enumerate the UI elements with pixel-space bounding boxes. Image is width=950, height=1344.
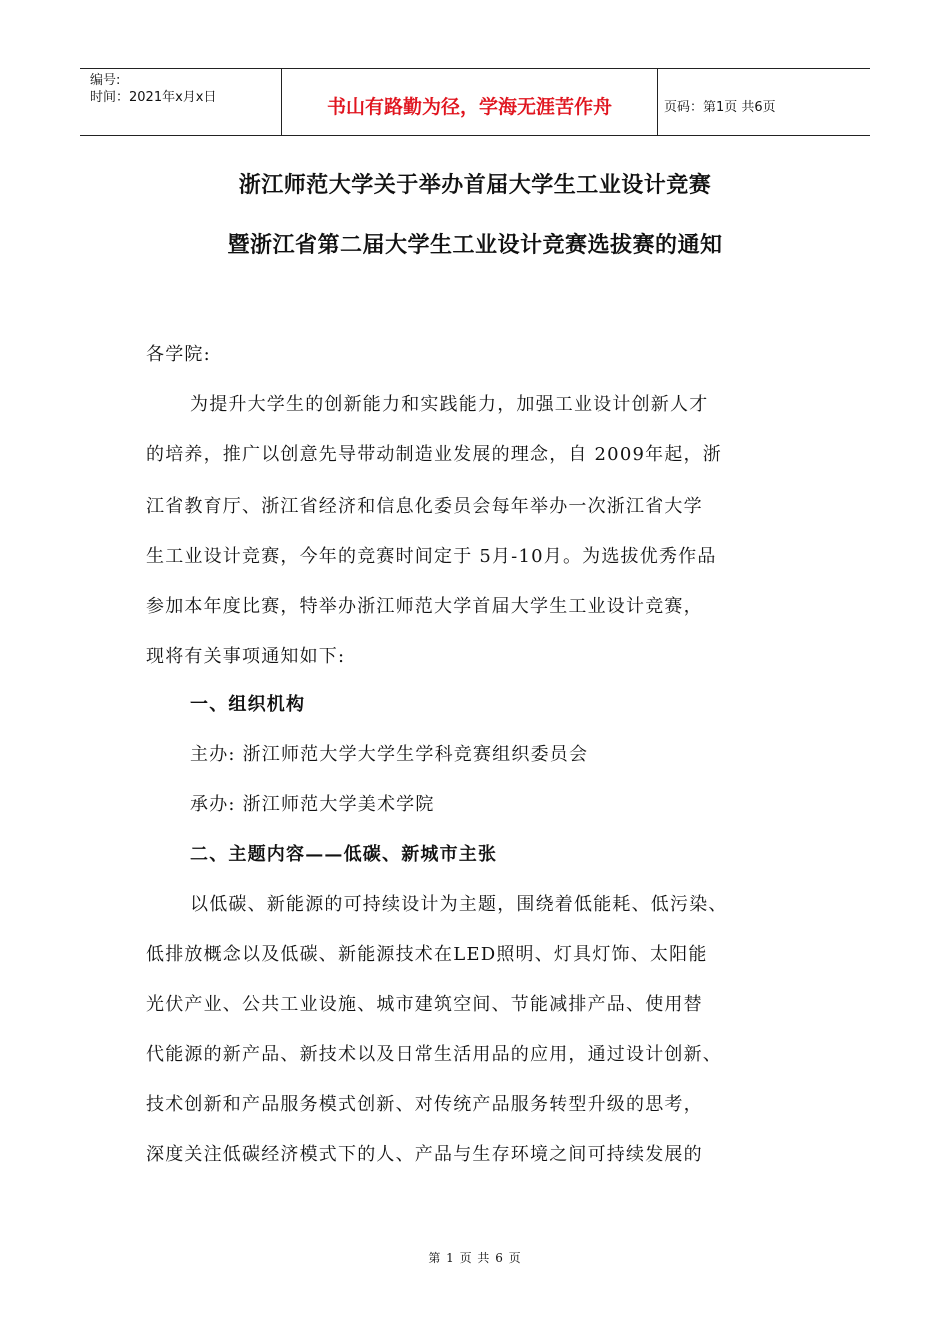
page-footer: 第 1 页 共 6 页 [428,1251,522,1265]
organizer-line: 主办: 浙江师范大学大学生学科竞赛组织委员会 [190,744,589,765]
theme-line: 低排放概念以及低碳、新能源技术在LED照明、灯具灯饰、太阳能 [146,944,708,965]
date-label: 时间：2021年x月x日 [90,90,217,105]
serial-number-label: 编号: [90,73,121,88]
theme-line: 技术创新和产品服务模式创新、对传统产品服务转型升级的思考， [146,1094,703,1115]
intro-line: 江省教育厅、浙江省经济和信息化委员会每年举办一次浙江省大学 [146,496,703,517]
theme-line: 代能源的新产品、新技术以及日常生活用品的应用，通过设计创新、 [146,1044,722,1065]
theme-line: 以低碳、新能源的可持续设计为主题，围绕着低能耗、低污染、 [190,894,728,915]
header-page-info: 页码：第1页 共6页 [664,99,776,115]
intro-line: 参加本年度比赛，特举办浙江师范大学首届大学生工业设计竞赛， [146,596,703,617]
intro-line: 生工业设计竞赛，今年的竞赛时间定于 5月-10月。为选拔优秀作品 [146,546,717,567]
theme-line: 光伏产业、公共工业设施、城市建筑空间、节能减排产品、使用替 [146,994,703,1015]
header-motto: 书山有路勤为径，学海无涯苦作舟 [282,69,658,135]
header-meta-cell [80,69,282,135]
intro-line: 为提升大学生的创新能力和实践能力，加强工业设计创新人才 [190,394,709,415]
document-title-line-1: 浙江师范大学关于举办首届大学生工业设计竞赛 [238,172,712,198]
intro-line: 现将有关事项通知如下: [146,646,346,667]
document-header-table [80,68,870,136]
intro-line: 的培养，推广以创意先导带动制造业发展的理念，自 2009年起，浙 [146,444,722,465]
document-title-line-2: 暨浙江省第二届大学生工业设计竞赛选拔赛的通知 [227,232,723,258]
co-organizer-line: 承办: 浙江师范大学美术学院 [190,794,435,815]
theme-line: 深度关注低碳经济模式下的人、产品与生存环境之间可持续发展的 [146,1144,703,1165]
section-heading-organization: 一、组织机构 [190,694,306,715]
section-heading-theme: 二、主题内容——低碳、新城市主张 [190,844,498,865]
salutation: 各学院: [146,344,211,365]
